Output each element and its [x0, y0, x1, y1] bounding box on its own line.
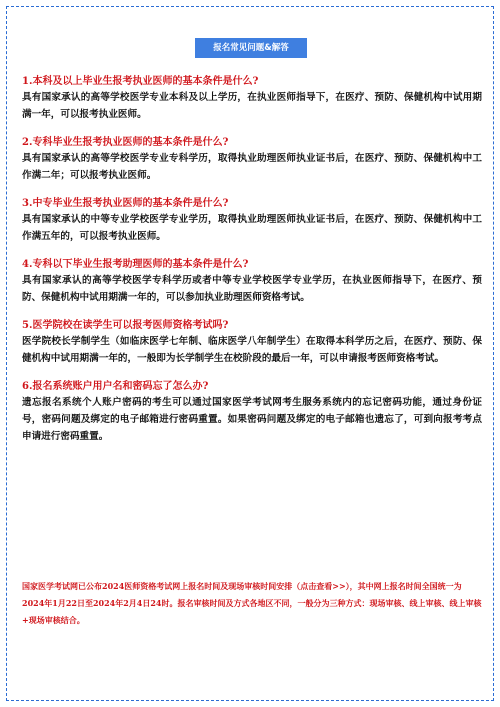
- faq-answer: 具有国家承认的中等专业学校医学专业学历，取得执业助理医师执业证书后，在医疗、预防、保健机构中工作满五年的，可以报考执业医师。: [22, 214, 482, 242]
- page-title: 报名常见问题&解答: [195, 38, 307, 58]
- faq-item-2: [22, 135, 482, 184]
- faq-item-6: [22, 379, 482, 445]
- faq-answer: 遗忘报名系统个人账户密码的考生可以通过国家医学考试网考生服务系统内的忘记密码功能，通过身份证号，密码问题及绑定的电子邮箱进行密码重置。如果密码问题及绑定的电子邮箱也遗忘了，可到向报考考点申请进行密码重置。: [22, 397, 482, 442]
- faq-question: 5.医学院校在读学生可以报考医师资格考试吗?: [22, 320, 229, 331]
- faq-item-5: [22, 318, 482, 367]
- faq-answer: 医学院校长学制学生（如临床医学七年制、临床医学八年制学生）在取得本科学历之后，在医疗、预防、保健机构中试用期满一年的，一般即为长学制学生在校阶段的最后一年，可以申请报考医师资格考试。: [22, 336, 482, 364]
- faq-list: [22, 74, 482, 457]
- faq-question: 1.本科及以上毕业生报考执业医师的基本条件是什么?: [22, 76, 259, 87]
- faq-answer: 具有国家承认的高等学校医学专业本科及以上学历，在执业医师指导下，在医疗、预防、保健机构中试用期满一年，可以报考执业医师。: [22, 92, 482, 120]
- faq-item-3: [22, 196, 482, 245]
- faq-question: 4.专科以下毕业生报考助理医师的基本条件是什么?: [22, 259, 249, 270]
- faq-question: 6.报名系统账户用户名和密码忘了怎么办?: [22, 381, 209, 392]
- faq-answer: 具有国家承认的高等学校医学专科学历或者中等专业学校医学专业学历，在执业医师指导下，在医疗、预防、保健机构中试用期满一年的，可以参加执业助理医师资格考试。: [22, 275, 482, 303]
- faq-question: 3.中专毕业生报考执业医师的基本条件是什么?: [22, 198, 229, 209]
- registration-notice[interactable]: 国家医学考试网已公布2024医师资格考试网上报名时间及现场审核时间安排（点击查看>>），其中网上报名时间全国统一为2024年1月22日至2024年2月4日24时。报名审核时间及方式各地区不同，一般分为三种方式：现场审核、线上审核、线上审核+现场审核结合。: [22, 581, 482, 625]
- faq-item-4: [22, 257, 482, 306]
- faq-item-1: [22, 74, 482, 123]
- faq-question: 2.专科毕业生报考执业医师的基本条件是什么?: [22, 137, 229, 148]
- faq-answer: 具有国家承认的高等学校医学专业专科学历，取得执业助理医师执业证书后，在医疗、预防、保健机构中工作满二年；可以报考执业医师。: [22, 153, 482, 181]
